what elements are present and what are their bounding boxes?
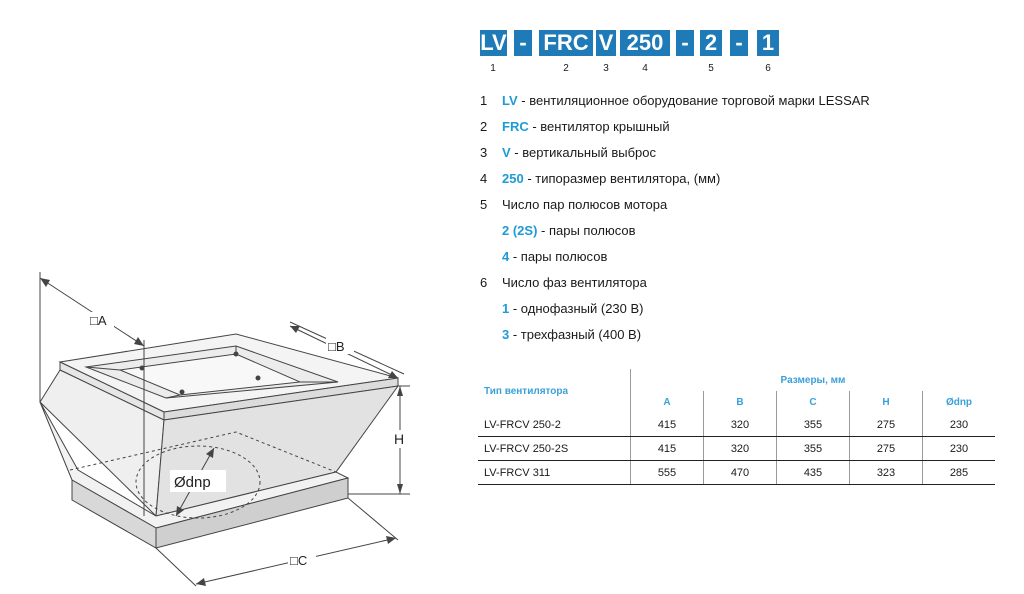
legend-code: 1 bbox=[502, 301, 510, 316]
table-row bbox=[478, 461, 995, 485]
legend-line bbox=[480, 248, 607, 266]
code-box-dash: - bbox=[514, 30, 532, 56]
col-header-b: B bbox=[704, 391, 777, 413]
legend-line bbox=[480, 222, 636, 240]
legend-line bbox=[480, 196, 667, 214]
cell-value: 320 bbox=[704, 413, 777, 437]
legend-line bbox=[480, 170, 720, 188]
legend-text: - трехфазный (400 В) bbox=[509, 327, 642, 342]
group-header: Размеры, мм bbox=[631, 369, 996, 391]
code-box-poles: 2 bbox=[700, 30, 722, 56]
cell-value: 323 bbox=[850, 461, 923, 485]
code-box-phases: 1 bbox=[757, 30, 779, 56]
fan-dimension-drawing bbox=[0, 0, 470, 594]
code-box-250: 250 bbox=[620, 30, 670, 56]
cell-value: 275 bbox=[850, 437, 923, 461]
cell-value: 230 bbox=[923, 413, 996, 437]
table-row bbox=[478, 413, 995, 437]
cell-value: 415 bbox=[631, 437, 704, 461]
dim-d-label: Ødnp bbox=[174, 474, 211, 491]
col-header-a: A bbox=[631, 391, 704, 413]
legend-code: V bbox=[502, 145, 511, 160]
code-number: 5 bbox=[708, 63, 714, 74]
col-header-c: C bbox=[777, 391, 850, 413]
legend-num: 5 bbox=[480, 197, 488, 212]
legend-code: 3 bbox=[502, 327, 510, 342]
cell-value: 285 bbox=[923, 461, 996, 485]
legend-code: LV bbox=[502, 93, 518, 108]
cell-type: LV-FRCV 250-2S bbox=[478, 437, 631, 461]
code-number: 1 bbox=[490, 63, 496, 74]
cell-type: LV-FRCV 250-2 bbox=[478, 413, 631, 437]
code-box-lv: LV bbox=[480, 30, 507, 55]
cell-value: 320 bbox=[704, 437, 777, 461]
type-header: Тип вентилятора bbox=[484, 385, 569, 397]
legend-text: - типоразмер вентилятора, (мм) bbox=[523, 171, 721, 186]
legend-num: 6 bbox=[480, 275, 488, 290]
code-box-frc: FRC bbox=[539, 30, 593, 56]
legend-text: - вентиляционное оборудование торговой марки LESSAR bbox=[517, 93, 870, 108]
legend-line bbox=[480, 118, 670, 136]
dimensions-table bbox=[478, 369, 995, 485]
legend-line bbox=[480, 326, 641, 344]
dim-c-label: □C bbox=[290, 553, 308, 568]
legend-text: Число пар полюсов мотора bbox=[502, 197, 668, 212]
table-header-row bbox=[478, 369, 995, 391]
legend-line bbox=[480, 92, 870, 110]
legend-text: - однофазный (230 В) bbox=[509, 301, 644, 316]
legend-text: - пары полюсов bbox=[537, 223, 636, 238]
code-number: 6 bbox=[765, 63, 771, 74]
cell-value: 355 bbox=[777, 413, 850, 437]
cell-value: 555 bbox=[631, 461, 704, 485]
dim-b-label: □B bbox=[328, 339, 345, 354]
legend-num: 1 bbox=[480, 93, 488, 108]
code-number: 4 bbox=[642, 63, 648, 74]
cell-value: 230 bbox=[923, 437, 996, 461]
legend-code: FRC bbox=[502, 119, 529, 134]
legend-code: 4 bbox=[502, 249, 510, 264]
legend-text: Число фаз вентилятора bbox=[502, 275, 647, 290]
legend-line bbox=[480, 274, 647, 292]
cell-value: 275 bbox=[850, 413, 923, 437]
table-row bbox=[478, 437, 995, 461]
col-header-d: Ødnp bbox=[923, 391, 996, 413]
code-box-v: V bbox=[596, 30, 616, 56]
cell-value: 355 bbox=[777, 437, 850, 461]
cell-type: LV-FRCV 311 bbox=[478, 461, 631, 485]
code-number: 3 bbox=[603, 63, 609, 74]
legend-line bbox=[480, 144, 656, 162]
col-header-h: H bbox=[850, 391, 923, 413]
cell-value: 415 bbox=[631, 413, 704, 437]
legend-num: 3 bbox=[480, 145, 488, 160]
legend-text: - вертикальный выброс bbox=[510, 145, 656, 160]
legend-line bbox=[480, 300, 644, 318]
legend-text: - пары полюсов bbox=[509, 249, 608, 264]
dim-h-label: H bbox=[394, 431, 405, 447]
code-number: 2 bbox=[563, 63, 569, 74]
code-box-dash: - bbox=[730, 30, 748, 56]
code-box-dash: - bbox=[676, 30, 694, 56]
cell-value: 470 bbox=[704, 461, 777, 485]
legend-code: 250 bbox=[502, 171, 524, 186]
legend-code: 2 (2S) bbox=[502, 223, 538, 238]
dim-a-label: □A bbox=[90, 313, 107, 328]
legend-num: 4 bbox=[480, 171, 488, 186]
cell-value: 435 bbox=[777, 461, 850, 485]
legend-text: - вентилятор крышный bbox=[528, 119, 670, 134]
legend-num: 2 bbox=[480, 119, 488, 134]
